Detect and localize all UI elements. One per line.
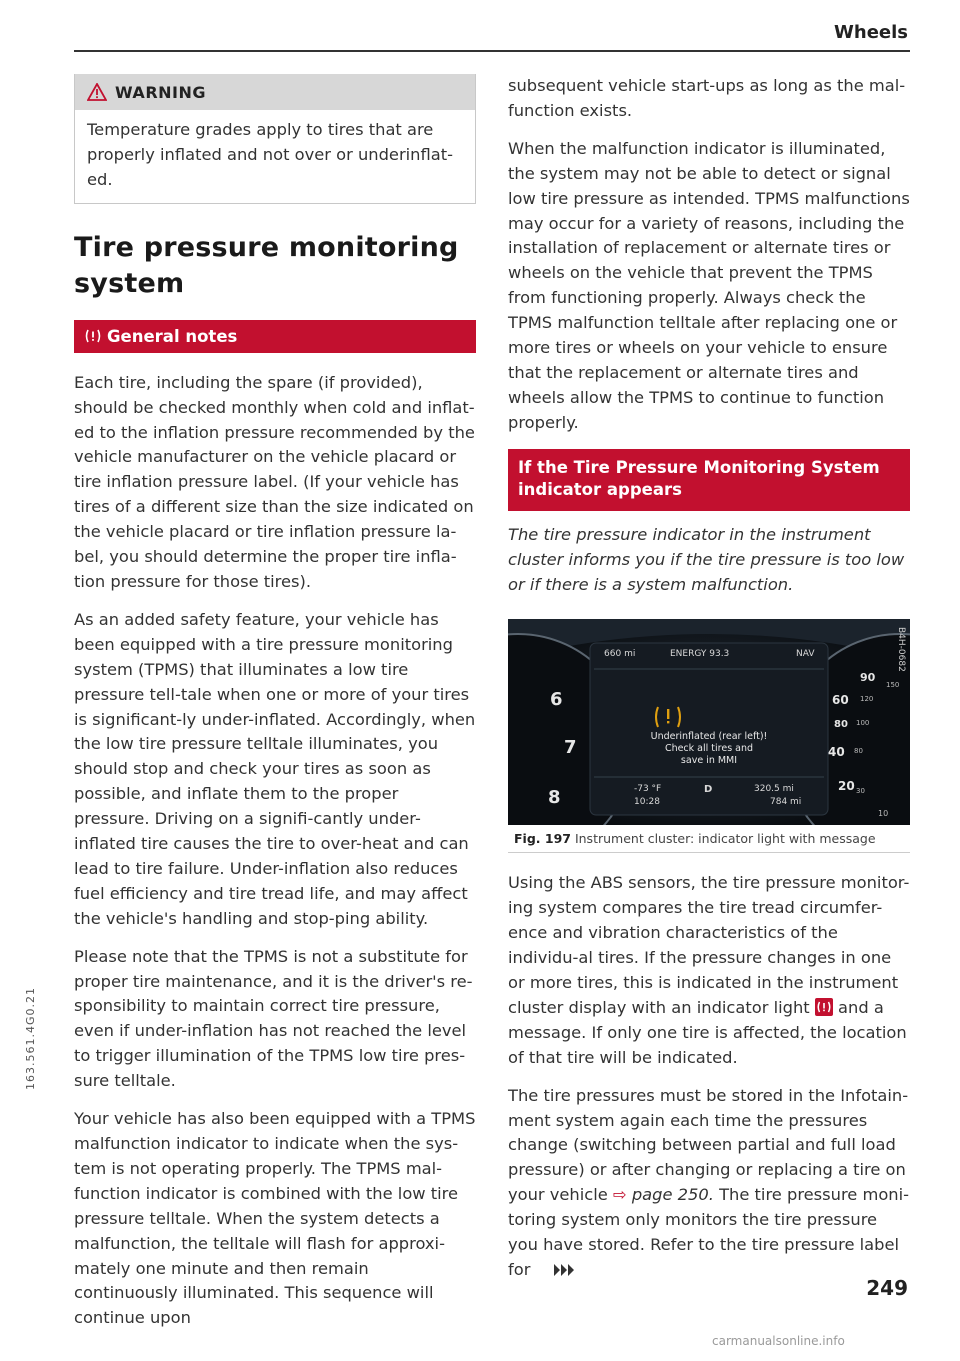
warning-box xyxy=(74,74,476,204)
section-title: Wheels xyxy=(834,22,908,43)
speed-mark: 10 xyxy=(878,809,889,819)
figure-code: B4H-0682 xyxy=(896,627,906,673)
text-run: and a message. If only one tire is affected, the location of that tire will be indicated. xyxy=(508,997,907,1067)
speed-mark: 80 xyxy=(834,719,848,731)
header-rule xyxy=(74,50,910,52)
paragraph: Please note that the TPMS is not a substitute for proper tire maintenance, and it is the driver's re-sponsibility to maintain correct tire pressure, even if under-inflation has not reached the level to trigger illumination of the TPMS low tire pres-sure telltale. xyxy=(74,946,473,1091)
figure-label: Fig. 197 xyxy=(514,831,571,847)
page-heading: Tire pressure monitoring system xyxy=(74,231,459,299)
display-trip: 320.5 mi xyxy=(754,784,794,795)
continued-arrow-icon xyxy=(552,1260,574,1285)
speed-mark: 60 xyxy=(832,693,849,708)
warning-header xyxy=(75,74,475,110)
text-run: Using the ABS sensors, the tire pressure monitor-ing system compares the tire tread circumfer-ence and vibration characteristics of the individu-al tires. If the pressure changes in one or more tires, this is indicated in the instrument cluster display with an indicator light xyxy=(508,873,910,1017)
text-run: The tire pressures must be stored in the Infotain-ment system again each time the pressures change (switching between partial and full load pressure) or after changing or replacing a tire on your vehicle xyxy=(508,1085,909,1205)
cross-reference-arrow-icon: ⇨ xyxy=(612,1185,627,1205)
rpm-mark: 8 xyxy=(548,787,561,809)
left-column xyxy=(74,74,476,1344)
display-nav: NAV xyxy=(796,649,815,660)
general-notes-bar xyxy=(74,320,476,353)
speed-mark: 40 xyxy=(828,745,845,760)
message-line: Check all tires and xyxy=(664,743,754,755)
speed-mark: 150 xyxy=(886,681,900,690)
paragraph: Each tire, including the spare (if provided), should be checked monthly when cold and inflat-ed to the inflation pressure recommended by the vehicle manufacturer on the vehicle placard or tire inflation pressure label. (If your vehicle has tires of a different size than the size indicated on the vehicle placard or tire inflation pressure la-bel, you should determine the proper tire infla-tion pressure for those tires). xyxy=(74,372,475,591)
speed-mark: 20 xyxy=(838,779,855,794)
speed-mark: 30 xyxy=(856,787,865,796)
warning-text: Temperature grades apply to tires that are properly inflated and not over or underinflat-ed. xyxy=(87,120,453,189)
paragraph: As an added safety feature, your vehicle has been equipped with a tire pressure monitoring system (TPMS) that illuminates a low tire pressure tell-tale when one or more of your tires is significant-ly under-inflated. Accordingly, when the low tire pressure telltale illuminates, you should stop and check your tires as soon as possible, and inflate them to the proper pressure. Driving on a signifi-cantly under-inflated tire causes the tire to over-heat and can lead to tire failure. Under-inflation also reduces fuel efficiency and tire tread life, and may affect the vehicle's handling and stop-ping ability. xyxy=(74,609,476,928)
page-number: 249 xyxy=(866,1276,908,1300)
rpm-mark: 6 xyxy=(550,689,563,711)
tire-pressure-icon xyxy=(84,328,102,344)
paragraph: When the malfunction indicator is illuminated, the system may not be able to detect or signal low tire pressure as intended. TPMS malfunctions may occur for a variety of reasons, including the installation of replacement or alternate tires or wheels on the vehicle that prevent the TPMS from functioning properly. Always check the TPMS malfunction telltale after replacing one or more tires or wheels on your vehicle to ensure that the replacement or alternate tires and wheels allow the TPMS to continue to function properly. xyxy=(508,138,910,432)
range-unit: mi xyxy=(624,649,636,660)
speed-mark: 90 xyxy=(860,671,876,685)
display-station: ENERGY 93.3 xyxy=(670,649,730,660)
figure-caption-text: Instrument cluster: indicator light with message xyxy=(574,831,876,847)
message-line: save in MMI xyxy=(680,755,738,767)
paragraph: Your vehicle has also been equipped with a TPMS malfunction indicator to indicate when the sys-tem is not operating properly. The TPMS mal-function indicator is combined with the low tire pressure telltale. When the system detects a malfunction, the telltale will flash for approxi-mately one minute and then remain continuously illuminated. This sequence will continue upon xyxy=(74,1109,476,1328)
display-message xyxy=(604,731,814,767)
indicator-section-title: If the Tire Pressure Monitoring System indicator appears xyxy=(518,457,880,499)
tire-pressure-indicator-icon xyxy=(815,998,833,1016)
rpm-mark: 7 xyxy=(564,737,577,759)
general-notes-title: General notes xyxy=(107,326,238,346)
display-odometer: 784 mi xyxy=(770,797,802,808)
figure-caption xyxy=(508,825,910,853)
paragraph xyxy=(508,871,910,1070)
warning-title: WARNING xyxy=(115,82,206,102)
display-time: 10:28 xyxy=(634,797,660,808)
page-reference-link[interactable]: page 250. xyxy=(631,1185,714,1205)
display-temp: -73 °F xyxy=(634,784,662,795)
document-code: 163.561.4G0.21 xyxy=(24,987,37,1090)
indicator-section-bar xyxy=(508,449,910,511)
message-line: Underinflated (rear left)! xyxy=(650,731,768,743)
text-run: The tire pressure moni-toring system only monitors the tire pressure you have stored. Refer to the tire pressure label for xyxy=(508,1185,910,1279)
display-range xyxy=(604,649,635,659)
paragraph xyxy=(508,1084,910,1285)
right-column xyxy=(508,74,910,1298)
speed-mark: 100 xyxy=(856,719,870,728)
speed-mark: 80 xyxy=(854,747,863,756)
display-gear: D xyxy=(704,784,713,796)
paragraph-continuation: subsequent vehicle start-ups as long as the mal-function exists. xyxy=(508,76,906,120)
section-intro: The tire pressure indicator in the instrument cluster informs you if the tire pressure is too low or if there is a system malfunction. xyxy=(508,524,905,594)
watermark: carmanualsonline.info xyxy=(712,1334,845,1348)
range-value: 660 xyxy=(604,649,622,660)
speed-mark: 120 xyxy=(860,695,874,704)
instrument-cluster-figure xyxy=(508,619,910,825)
warning-triangle-icon xyxy=(87,83,107,101)
